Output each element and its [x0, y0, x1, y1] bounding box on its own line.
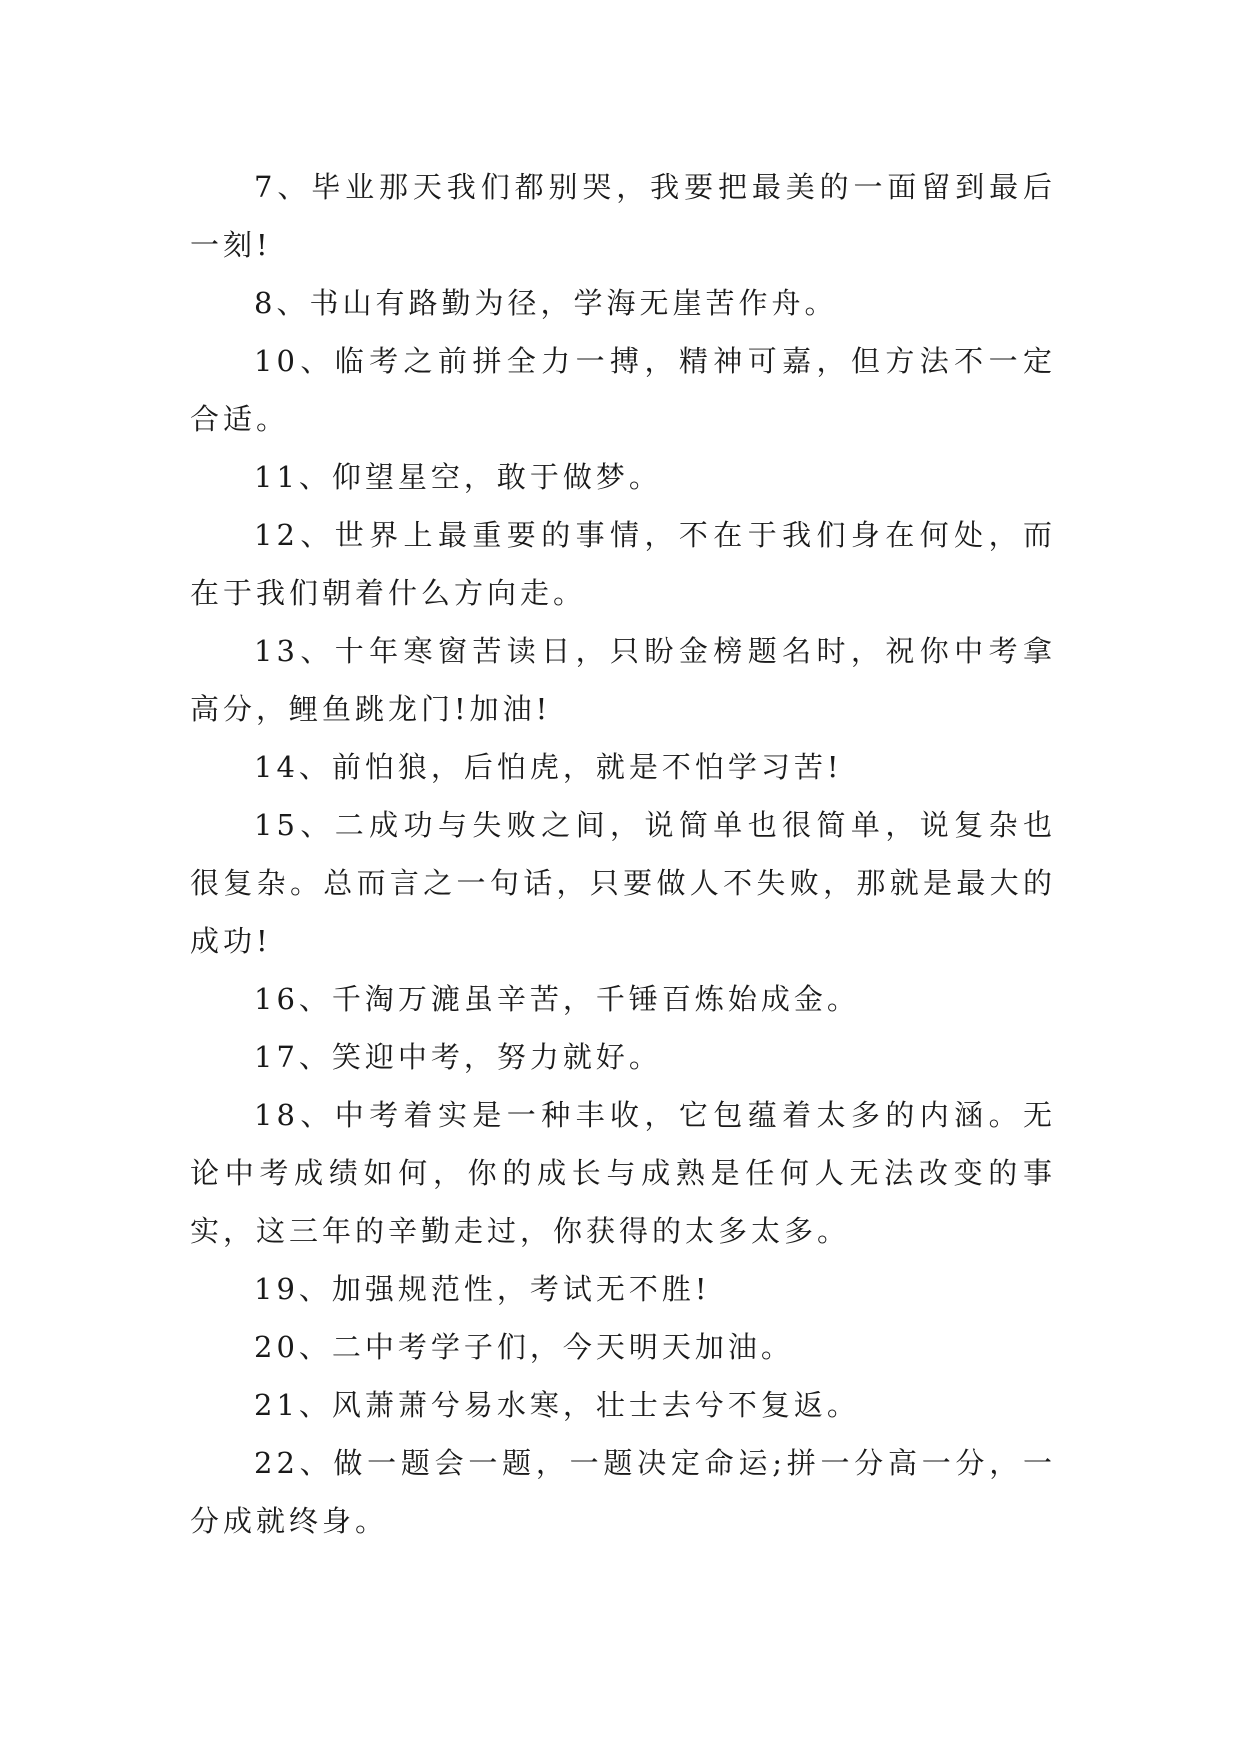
paragraph-17: 17、笑迎中考，努力就好。 [254, 1040, 662, 1074]
paragraph-18: 18、中考着实是一种丰收，它包蕴着太多的内涵。无论中考成绩如何，你的成长与成熟是任何人无法改变的事实，这三年的辛勤走过，你获得的太多太多。 [190, 1098, 1056, 1248]
paragraph-11: 11、仰望星空，敢于做梦。 [254, 460, 662, 494]
paragraph-21: 21、风萧萧兮易水寒，壮士去兮不复返。 [254, 1388, 860, 1422]
paragraph-20: 20、二中考学子们，今天明天加油。 [254, 1330, 794, 1364]
paragraph-22: 22、做一题会一题，一题决定命运;拼一分高一分，一分成就终身。 [190, 1446, 1056, 1538]
paragraph-16: 16、千淘万漉虽辛苦，千锤百炼始成金。 [254, 982, 860, 1016]
paragraph-8: 8、书山有路勤为径，学海无崖苦作舟。 [254, 286, 838, 320]
paragraph-13: 13、十年寒窗苦读日，只盼金榜题名时，祝你中考拿高分，鲤鱼跳龙门!加油! [190, 634, 1056, 726]
paragraph-15: 15、二成功与失败之间，说简单也很简单，说复杂也很复杂。总而言之一句话，只要做人不失败，那就是最大的成功! [190, 808, 1056, 958]
paragraph-14: 14、前怕狼，后怕虎，就是不怕学习苦! [254, 750, 843, 784]
document-body [190, 158, 1056, 1550]
paragraph-7: 7、毕业那天我们都别哭，我要把最美的一面留到最后一刻! [190, 170, 1056, 262]
paragraph-12: 12、世界上最重要的事情，不在于我们身在何处，而在于我们朝着什么方向走。 [190, 518, 1056, 610]
paragraph-19: 19、加强规范性，考试无不胜! [254, 1272, 711, 1306]
paragraph-10: 10、临考之前拼全力一搏，精神可嘉，但方法不一定合适。 [190, 344, 1056, 436]
